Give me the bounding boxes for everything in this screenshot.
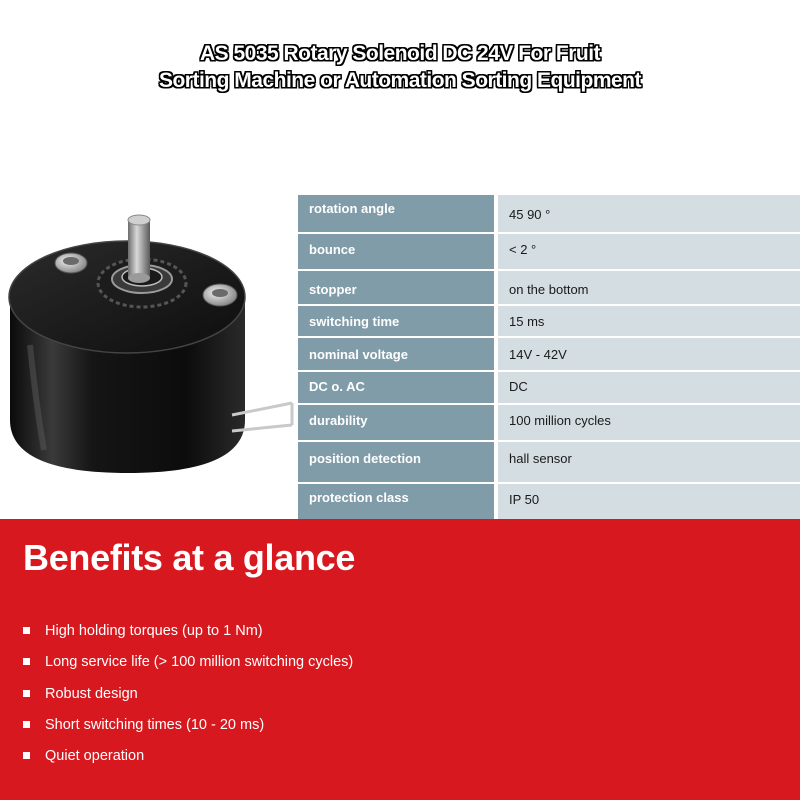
spec-label bbox=[298, 234, 494, 269]
spec-table bbox=[298, 195, 800, 519]
spec-value bbox=[498, 306, 800, 336]
benefit-text: Long service life (> 100 million switching cycles) bbox=[45, 654, 354, 671]
spec-row-nominal-voltage bbox=[298, 338, 800, 370]
spec-row-durability bbox=[298, 405, 800, 440]
spec-label bbox=[298, 306, 494, 336]
spec-label-text: nominal voltage bbox=[309, 347, 408, 362]
spec-label-text: position detection bbox=[309, 451, 421, 466]
spec-label bbox=[298, 405, 494, 440]
list-item bbox=[23, 684, 353, 715]
spec-value bbox=[498, 234, 800, 269]
spec-label bbox=[298, 271, 494, 304]
spec-value-text: 45 90 ° bbox=[509, 207, 551, 222]
benefits-panel bbox=[0, 519, 800, 800]
benefits-list bbox=[23, 621, 353, 777]
spec-row-bounce bbox=[298, 234, 800, 269]
list-item bbox=[23, 746, 353, 777]
spec-label-text: DC o. AC bbox=[309, 379, 365, 394]
benefits-heading: Benefits at a glance bbox=[23, 537, 356, 578]
spec-label bbox=[298, 442, 494, 482]
spec-value bbox=[498, 372, 800, 403]
spec-value-text: 14V - 42V bbox=[509, 347, 567, 362]
spec-value-text: 100 million cycles bbox=[509, 413, 611, 428]
spec-value bbox=[498, 442, 800, 482]
benefit-text: High holding torques (up to 1 Nm) bbox=[45, 623, 263, 639]
spec-row-dc-ac bbox=[298, 372, 800, 403]
spec-label-text: switching time bbox=[309, 314, 400, 329]
list-item bbox=[23, 652, 353, 683]
spec-label bbox=[298, 338, 494, 370]
spec-label-text: durability bbox=[309, 413, 368, 428]
square-bullet-icon bbox=[23, 690, 30, 697]
spec-value bbox=[498, 405, 800, 440]
list-item bbox=[23, 715, 353, 746]
spec-value bbox=[498, 271, 800, 304]
benefit-text: Robust design bbox=[45, 685, 138, 702]
spec-row-protection-class bbox=[298, 484, 800, 519]
spec-label-text: bounce bbox=[309, 242, 356, 257]
spec-label bbox=[298, 195, 494, 232]
spec-label-text: protection class bbox=[309, 490, 409, 505]
spec-row-stopper bbox=[298, 271, 800, 304]
page-title bbox=[0, 40, 800, 94]
title-line-1: AS 5035 Rotary Solenoid DC 24V For Fruit bbox=[199, 42, 601, 65]
list-item bbox=[23, 621, 353, 652]
square-bullet-icon bbox=[23, 721, 30, 728]
spec-label bbox=[298, 372, 494, 403]
spec-value bbox=[498, 484, 800, 519]
square-bullet-icon bbox=[23, 627, 30, 634]
square-bullet-icon bbox=[23, 658, 30, 665]
rotary-solenoid-photo bbox=[0, 205, 300, 505]
spec-label bbox=[298, 484, 494, 519]
spec-value bbox=[498, 195, 800, 232]
spec-row-rotation-angle bbox=[298, 195, 800, 232]
spec-value-text: IP 50 bbox=[509, 492, 540, 507]
benefit-text: Quiet operation bbox=[45, 748, 145, 765]
spec-value-text: hall sensor bbox=[509, 451, 572, 466]
spec-value-text: 15 ms bbox=[509, 314, 545, 329]
title-line-2: Sorting Machine or Automation Sorting Equipment bbox=[158, 69, 642, 92]
spec-value-text: on the bottom bbox=[509, 282, 589, 297]
square-bullet-icon bbox=[23, 752, 30, 759]
spec-value-text: DC bbox=[509, 379, 528, 394]
spec-row-position-detection bbox=[298, 442, 800, 482]
spec-value-text: < 2 ° bbox=[509, 242, 537, 257]
spec-value bbox=[498, 338, 800, 370]
benefit-text: Short switching times (10 - 20 ms) bbox=[45, 716, 265, 733]
spec-label-text: rotation angle bbox=[309, 201, 395, 216]
spec-row-switching-time bbox=[298, 306, 800, 336]
spec-label-text: stopper bbox=[309, 282, 357, 297]
